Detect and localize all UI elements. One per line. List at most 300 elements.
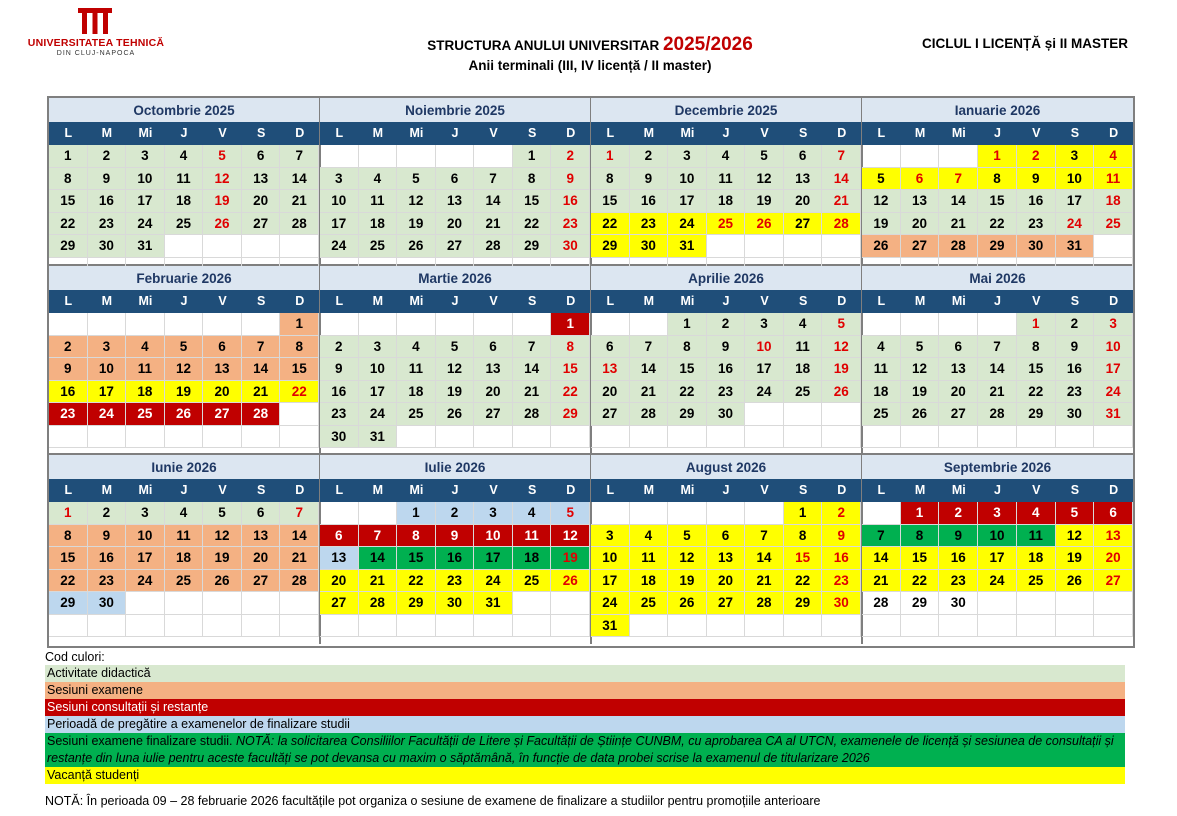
day-cell: 22 xyxy=(978,213,1017,236)
day-cell: 13 xyxy=(436,190,475,213)
day-cell: 12 xyxy=(436,358,475,381)
day-cell: 2 xyxy=(88,145,127,168)
day-cell: 3 xyxy=(745,313,784,336)
day-cell: 6 xyxy=(591,336,630,359)
day-cell: 18 xyxy=(165,547,204,570)
day-cell xyxy=(862,313,901,336)
day-cell: 18 xyxy=(630,570,669,593)
weekday-label: V xyxy=(760,483,769,497)
day-cell xyxy=(939,313,978,336)
day-cell: 30 xyxy=(1056,403,1095,426)
day-cell: 15 xyxy=(49,190,88,213)
day-cell: 16 xyxy=(551,190,590,213)
day-cell xyxy=(126,426,165,449)
days-grid xyxy=(320,502,590,637)
day-cell xyxy=(397,426,436,449)
day-cell: 31 xyxy=(1056,235,1095,258)
day-cell: 15 xyxy=(49,547,88,570)
day-cell: 30 xyxy=(88,235,127,258)
day-cell: 26 xyxy=(668,592,707,615)
day-cell: 9 xyxy=(436,525,475,548)
title-year: 2025/2026 xyxy=(662,34,753,55)
day-cell: 8 xyxy=(784,525,823,548)
day-cell: 1 xyxy=(513,145,552,168)
weekday-label: Mi xyxy=(138,483,153,497)
day-cell xyxy=(707,615,746,638)
day-cell: 22 xyxy=(551,381,590,404)
day-cell: 13 xyxy=(474,358,513,381)
day-cell: 24 xyxy=(668,213,707,236)
days-grid xyxy=(49,145,319,280)
day-cell: 31 xyxy=(126,235,165,258)
day-cell: 26 xyxy=(901,403,940,426)
day-cell: 16 xyxy=(49,381,88,404)
day-cell: 14 xyxy=(474,190,513,213)
day-cell xyxy=(320,145,359,168)
weekday-label: S xyxy=(1070,294,1080,308)
month-title: Iunie 2026 xyxy=(49,455,319,479)
day-cell: 25 xyxy=(165,570,204,593)
day-cell xyxy=(474,145,513,168)
day-cell: 30 xyxy=(822,592,861,615)
day-cell: 4 xyxy=(1017,502,1056,525)
day-cell: 19 xyxy=(203,547,242,570)
day-cell: 7 xyxy=(978,336,1017,359)
day-cell xyxy=(1056,426,1095,449)
day-cell: 10 xyxy=(1094,336,1133,359)
day-cell: 4 xyxy=(126,336,165,359)
days-grid xyxy=(49,502,319,637)
day-cell: 8 xyxy=(49,168,88,191)
color-legend xyxy=(45,650,1125,784)
day-cell xyxy=(280,403,319,426)
day-cell: 22 xyxy=(591,213,630,236)
weekday-label: L xyxy=(606,294,615,308)
day-cell: 14 xyxy=(822,168,861,191)
day-cell: 5 xyxy=(436,336,475,359)
day-cell: 15 xyxy=(280,358,319,381)
day-cell: 23 xyxy=(436,570,475,593)
day-cell: 11 xyxy=(397,358,436,381)
day-cell: 17 xyxy=(1094,358,1133,381)
day-cell: 8 xyxy=(668,336,707,359)
day-cell xyxy=(668,426,707,449)
weekday-label: M xyxy=(372,126,384,140)
legend-final-note: NOTĂ: la solicitarea Consiliilor Facultății de Litere și Facultății de Științe CUNBM, cu aprobarea CA al UTCN, examenele de licență și sesiunea de consultații și restanțe din luna iulie pentru aceste facultăți se pot devansa cu maxim o săptămână, în funcție de data probei scrise la examenul de titularizare 2026 xyxy=(47,734,1114,765)
day-cell: 9 xyxy=(88,168,127,191)
day-cell: 4 xyxy=(165,145,204,168)
day-cell: 21 xyxy=(745,570,784,593)
weekday-label: J xyxy=(180,483,188,497)
day-cell: 29 xyxy=(784,592,823,615)
day-cell: 30 xyxy=(939,592,978,615)
day-cell: 24 xyxy=(126,213,165,236)
day-cell: 16 xyxy=(436,547,475,570)
day-cell xyxy=(474,426,513,449)
weekday-label: S xyxy=(528,294,537,308)
day-cell: 12 xyxy=(551,525,590,548)
day-cell: 5 xyxy=(203,502,242,525)
day-cell: 22 xyxy=(901,570,940,593)
day-cell: 23 xyxy=(320,403,359,426)
day-cell: 22 xyxy=(397,570,436,593)
day-cell: 30 xyxy=(551,235,590,258)
day-cell: 6 xyxy=(320,525,359,548)
day-cell xyxy=(513,313,552,336)
day-cell: 29 xyxy=(1017,403,1056,426)
day-cell: 10 xyxy=(126,525,165,548)
day-cell: 25 xyxy=(513,570,552,593)
day-cell: 9 xyxy=(939,525,978,548)
day-cell: 4 xyxy=(165,502,204,525)
day-cell: 26 xyxy=(1056,570,1095,593)
month-title: Martie 2026 xyxy=(320,266,590,290)
month-title: Iulie 2026 xyxy=(320,455,590,479)
day-cell xyxy=(901,145,940,168)
weekday-label: Mi xyxy=(680,483,695,497)
weekday-label: V xyxy=(489,483,498,497)
day-cell: 7 xyxy=(630,336,669,359)
day-cell: 11 xyxy=(165,525,204,548)
day-cell: 20 xyxy=(901,213,940,236)
weekday-label: L xyxy=(64,294,73,308)
day-cell: 28 xyxy=(359,592,398,615)
day-cell: 9 xyxy=(88,525,127,548)
day-cell xyxy=(436,313,475,336)
weekday-label: L xyxy=(877,483,886,497)
day-cell: 5 xyxy=(203,145,242,168)
month-septembrie xyxy=(862,455,1133,644)
day-cell: 17 xyxy=(126,547,165,570)
day-cell: 10 xyxy=(126,168,165,191)
weekday-label: M xyxy=(101,294,113,308)
day-cell: 23 xyxy=(630,213,669,236)
day-cell: 18 xyxy=(1017,547,1056,570)
month-decembrie xyxy=(591,98,863,266)
weekday-label: L xyxy=(64,483,73,497)
weekday-label: S xyxy=(257,483,266,497)
day-cell: 21 xyxy=(862,570,901,593)
utcn-logo-icon xyxy=(76,6,114,36)
day-cell: 17 xyxy=(320,213,359,236)
day-cell: 9 xyxy=(1056,336,1095,359)
day-cell xyxy=(668,615,707,638)
day-cell: 1 xyxy=(978,145,1017,168)
month-title: Mai 2026 xyxy=(862,266,1133,290)
day-cell: 6 xyxy=(939,336,978,359)
day-cell: 4 xyxy=(359,168,398,191)
page-subtitle: Anii terminali (III, IV licență / II master) xyxy=(468,58,712,73)
day-cell: 26 xyxy=(745,213,784,236)
day-cell: 1 xyxy=(901,502,940,525)
day-cell: 27 xyxy=(784,213,823,236)
day-cell xyxy=(320,313,359,336)
month-aprilie xyxy=(591,266,863,455)
day-cell: 25 xyxy=(165,213,204,236)
day-cell: 11 xyxy=(1017,525,1056,548)
day-cell: 17 xyxy=(359,381,398,404)
day-cell: 28 xyxy=(280,213,319,236)
weekday-label: D xyxy=(837,294,847,308)
day-cell: 31 xyxy=(1094,403,1133,426)
day-cell: 10 xyxy=(474,525,513,548)
day-cell: 10 xyxy=(745,336,784,359)
day-cell: 11 xyxy=(862,358,901,381)
day-cell: 6 xyxy=(242,145,281,168)
day-cell: 4 xyxy=(1094,145,1133,168)
weekday-label: V xyxy=(489,126,498,140)
weekday-label: M xyxy=(372,483,384,497)
day-cell: 18 xyxy=(513,547,552,570)
day-cell: 15 xyxy=(397,547,436,570)
weekday-label: S xyxy=(257,126,266,140)
day-cell: 14 xyxy=(745,547,784,570)
day-cell: 19 xyxy=(822,358,861,381)
weekday-label: D xyxy=(295,294,305,308)
weekday-label: V xyxy=(218,294,227,308)
day-cell: 5 xyxy=(822,313,861,336)
day-cell: 20 xyxy=(939,381,978,404)
day-cell: 17 xyxy=(745,358,784,381)
day-cell: 1 xyxy=(551,313,590,336)
day-cell: 29 xyxy=(397,592,436,615)
day-cell: 24 xyxy=(88,403,127,426)
day-cell: 29 xyxy=(49,235,88,258)
day-cell: 24 xyxy=(320,235,359,258)
day-cell: 30 xyxy=(436,592,475,615)
day-cell: 16 xyxy=(1017,190,1056,213)
legend-final: Sesiuni examene finalizare studii. NOTĂ: la solicitarea Consiliilor Facultății de Litere și Facultății de Științe CUNBM, cu aprobarea CA al UTCN, examenele de licență și sesiunea de consultații și restanțe din luna iulie pentru aceste facultăți se pot devansa cu maxim o săptămână, în funcție de data probei scrise la examenul de titularizare 2026 xyxy=(45,733,1125,767)
weekday-header xyxy=(862,479,1133,502)
day-cell xyxy=(126,313,165,336)
day-cell xyxy=(359,615,398,638)
day-cell xyxy=(203,592,242,615)
day-cell: 11 xyxy=(1094,168,1133,191)
day-cell: 24 xyxy=(1094,381,1133,404)
day-cell xyxy=(242,592,281,615)
weekday-header xyxy=(49,479,319,502)
day-cell: 27 xyxy=(320,592,359,615)
day-cell xyxy=(591,313,630,336)
weekday-label: M xyxy=(101,126,113,140)
academic-calendar xyxy=(47,96,1135,648)
day-cell: 6 xyxy=(707,525,746,548)
day-cell: 20 xyxy=(591,381,630,404)
day-cell: 7 xyxy=(359,525,398,548)
day-cell: 7 xyxy=(280,502,319,525)
day-cell: 8 xyxy=(901,525,940,548)
day-cell: 27 xyxy=(436,235,475,258)
day-cell xyxy=(630,615,669,638)
day-cell xyxy=(359,502,398,525)
day-cell xyxy=(745,403,784,426)
day-cell: 17 xyxy=(126,190,165,213)
day-cell: 29 xyxy=(668,403,707,426)
day-cell: 7 xyxy=(939,168,978,191)
day-cell: 23 xyxy=(1017,213,1056,236)
day-cell xyxy=(203,426,242,449)
weekday-label: Mi xyxy=(951,126,966,140)
day-cell: 28 xyxy=(280,570,319,593)
day-cell: 29 xyxy=(901,592,940,615)
day-cell: 4 xyxy=(784,313,823,336)
day-cell xyxy=(320,615,359,638)
day-cell: 27 xyxy=(901,235,940,258)
day-cell xyxy=(126,592,165,615)
day-cell xyxy=(165,426,204,449)
day-cell: 3 xyxy=(978,502,1017,525)
day-cell: 11 xyxy=(707,168,746,191)
day-cell: 8 xyxy=(397,525,436,548)
legend-prep: Perioadă de pregătire a examenelor de finalizare studii xyxy=(45,716,1125,733)
day-cell: 4 xyxy=(513,502,552,525)
day-cell: 13 xyxy=(242,168,281,191)
day-cell: 22 xyxy=(280,381,319,404)
day-cell: 1 xyxy=(280,313,319,336)
day-cell: 20 xyxy=(436,213,475,236)
day-cell: 1 xyxy=(668,313,707,336)
day-cell: 24 xyxy=(745,381,784,404)
day-cell: 10 xyxy=(591,547,630,570)
month-title: Noiembrie 2025 xyxy=(320,98,590,122)
day-cell: 11 xyxy=(630,547,669,570)
day-cell: 18 xyxy=(707,190,746,213)
month-august xyxy=(591,455,863,644)
day-cell: 17 xyxy=(668,190,707,213)
day-cell xyxy=(939,426,978,449)
weekday-label: S xyxy=(1070,126,1080,140)
day-cell: 19 xyxy=(901,381,940,404)
day-cell: 22 xyxy=(784,570,823,593)
day-cell: 29 xyxy=(513,235,552,258)
day-cell: 8 xyxy=(551,336,590,359)
day-cell: 12 xyxy=(862,190,901,213)
day-cell: 31 xyxy=(474,592,513,615)
day-cell: 24 xyxy=(474,570,513,593)
day-cell: 5 xyxy=(862,168,901,191)
weekday-label: D xyxy=(1109,294,1119,308)
day-cell xyxy=(862,426,901,449)
day-cell: 21 xyxy=(939,213,978,236)
day-cell: 3 xyxy=(359,336,398,359)
day-cell xyxy=(280,426,319,449)
day-cell: 2 xyxy=(49,336,88,359)
day-cell: 19 xyxy=(165,381,204,404)
day-cell: 9 xyxy=(707,336,746,359)
day-cell: 7 xyxy=(513,336,552,359)
weekday-label: D xyxy=(566,126,576,140)
day-cell: 10 xyxy=(320,190,359,213)
legend-exams: Sesiuni examene xyxy=(45,682,1125,699)
day-cell: 28 xyxy=(630,403,669,426)
day-cell: 25 xyxy=(862,403,901,426)
day-cell xyxy=(745,426,784,449)
day-cell: 15 xyxy=(551,358,590,381)
day-cell: 16 xyxy=(630,190,669,213)
weekday-label: S xyxy=(1070,483,1080,497)
day-cell: 2 xyxy=(436,502,475,525)
day-cell: 9 xyxy=(551,168,590,191)
weekday-label: V xyxy=(218,126,227,140)
day-cell: 31 xyxy=(668,235,707,258)
day-cell: 5 xyxy=(551,502,590,525)
weekday-header xyxy=(591,122,861,145)
day-cell: 21 xyxy=(359,570,398,593)
day-cell: 1 xyxy=(49,502,88,525)
day-cell: 23 xyxy=(88,570,127,593)
day-cell: 15 xyxy=(784,547,823,570)
day-cell: 20 xyxy=(707,570,746,593)
days-grid xyxy=(591,313,861,448)
day-cell: 5 xyxy=(397,168,436,191)
day-cell: 24 xyxy=(1056,213,1095,236)
day-cell xyxy=(280,615,319,638)
day-cell: 2 xyxy=(88,502,127,525)
day-cell: 5 xyxy=(668,525,707,548)
day-cell xyxy=(436,426,475,449)
day-cell xyxy=(1094,615,1133,638)
day-cell: 30 xyxy=(630,235,669,258)
day-cell: 3 xyxy=(1094,313,1133,336)
day-cell xyxy=(591,426,630,449)
day-cell: 20 xyxy=(1094,547,1133,570)
month-mai xyxy=(862,266,1133,455)
day-cell xyxy=(939,615,978,638)
day-cell xyxy=(822,403,861,426)
day-cell: 15 xyxy=(901,547,940,570)
day-cell: 3 xyxy=(591,525,630,548)
month-title: August 2026 xyxy=(591,455,861,479)
day-cell xyxy=(203,313,242,336)
day-cell: 30 xyxy=(88,592,127,615)
day-cell: 14 xyxy=(280,525,319,548)
day-cell: 26 xyxy=(436,403,475,426)
university-name: UNIVERSITATEA TEHNICĂ xyxy=(27,37,165,49)
day-cell xyxy=(513,426,552,449)
day-cell xyxy=(242,235,281,258)
days-grid xyxy=(862,502,1133,637)
weekday-label: M xyxy=(372,294,384,308)
day-cell: 17 xyxy=(591,570,630,593)
day-cell xyxy=(707,426,746,449)
day-cell: 9 xyxy=(1017,168,1056,191)
day-cell xyxy=(978,615,1017,638)
weekday-header xyxy=(320,122,590,145)
day-cell: 10 xyxy=(978,525,1017,548)
day-cell: 25 xyxy=(784,381,823,404)
day-cell: 18 xyxy=(126,381,165,404)
day-cell: 12 xyxy=(203,525,242,548)
day-cell xyxy=(784,615,823,638)
weekday-header xyxy=(49,290,319,313)
weekday-label: S xyxy=(257,294,266,308)
day-cell: 27 xyxy=(242,570,281,593)
day-cell: 6 xyxy=(436,168,475,191)
weekday-label: M xyxy=(101,483,113,497)
day-cell: 28 xyxy=(242,403,281,426)
day-cell: 15 xyxy=(1017,358,1056,381)
day-cell: 3 xyxy=(320,168,359,191)
month-title: Ianuarie 2026 xyxy=(862,98,1133,122)
day-cell xyxy=(978,313,1017,336)
day-cell: 28 xyxy=(939,235,978,258)
day-cell xyxy=(784,426,823,449)
day-cell: 16 xyxy=(320,381,359,404)
day-cell xyxy=(939,145,978,168)
day-cell: 20 xyxy=(242,547,281,570)
day-cell: 18 xyxy=(359,213,398,236)
day-cell: 22 xyxy=(513,213,552,236)
